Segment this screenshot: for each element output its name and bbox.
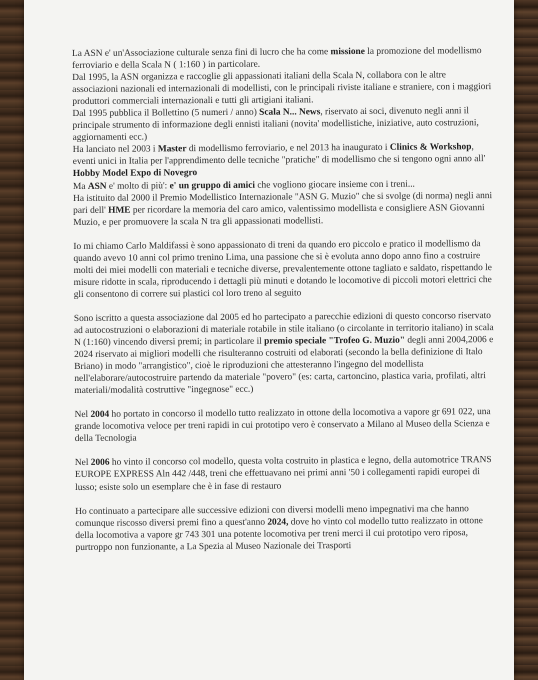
intro-history: Dal 1995, la ASN organizza e raccoglie gli appassionati italiani della Scala N, collabora con le altre associazioni nazionali ed internazionali di modellisti, con le principali riviste italiane e straniere, con i maggiori produttori commerciali internazionali e tutti gli artigiani italiani. bbox=[72, 70, 492, 108]
intro-award: Ha istituito dal 2000 il Premio Modellistico Internazionale "ASN G. Muzio" che si svolge (di norma) negli anni pari dell' HME per ricordare la memoria del caro amico, valentissimo modellista e consigliere ASN Giovanni Muzio, e per promuovere la scala N tra gli appassionati modellisti. bbox=[73, 190, 493, 228]
bulletin-name: Scala N... News bbox=[259, 107, 321, 118]
intro-friends: Ma ASN e' molto di più': e' un gruppo di amici che vogliono giocare insieme con i treni... bbox=[72, 179, 415, 192]
paragraph-2006: Nel 2006 ho vinto il concorso col modello, questa volta costruito in plastica e legno, della automotrice TRANS EUROPE EXPRESS Aln 442 /448, treni che effettuavano nei primi anni '50 i collegamenti rapidi europei di lusso; esiste solo un esemplare che è in fase di restauro bbox=[74, 455, 492, 493]
paper-sheet bbox=[24, 0, 514, 680]
paragraph-2024: Ho continuato a partecipare alle successive edizioni con diversi modelli meno impegnativi ma che hanno comunque riscosso diversi premi fino a quest'anno 2024, dove ho vinto col modello tutto realizzato in ottone della locomotiva a vapore gr 743 301 una potente locomotiva per treni merci il cui prototipo vero riposa, purtroppo non funzionante, a La Spezia al Museo Nazionale dei Trasporti bbox=[75, 503, 483, 553]
mission-bold: missione bbox=[330, 46, 365, 58]
wood-background-right bbox=[512, 0, 538, 680]
intro-master: Ha lanciato nel 2003 i Master di modellismo ferroviario, e nel 2013 ha inaugurato i Clinics & Workshop, eventi unici in Italia per l'apprendimento delle tecniche "pratiche" di modellismo che si tengono ogni anno all' Hobby Model Expo di Novegro bbox=[72, 142, 486, 180]
paragraph-2004: Nel 2004 ho portato in concorso il modello tutto realizzato in ottone della locomotiva a vapore gr 691 022, una grande locomotiva veloce per treni rapidi in cui prototipo vero è conservato a Milano al Museo della Scienza e della Tecnologia bbox=[74, 407, 491, 445]
intro-bulletin: Dal 1995 pubblica il Bollettino (5 numeri / anno) Scala N... News, riservato ai soci, divenuto negli anni il principale strumento di informazione degli ennisti italiani (novita' modellistiche, iniziative, auto costruzioni, aggiornamenti ecc.) bbox=[72, 106, 479, 144]
intro-mission: La ASN e' un'Associazione culturale senza fini di lucro che ha come missione la promozione del modellismo ferroviario e della Scala N ( 1:160 ) in particolare. bbox=[72, 46, 482, 72]
paragraph-membership: Sono iscritto a questa associazione dal 2005 ed ho partecipato a parecchie edizioni di questo concorso riservato ad autocostruzioni o elaborazioni di materiale rotabile in stile italiano (o circolante in territorio italiano) in scala N (1:160) vincendo diversi premi; in particolare il premio speciale "Trofeo G. Muzio" degli anni 2004,2006 e 2024 riservato ai migliori modelli che risulteranno costruiti od elaborati (secondo la bella definizione di Italo Briano) in modo "arrangistico", cioè le riproduzioni che attesteranno l'ingegno del modellista nell'elaborare/autocostruire partendo da materiale "povero" (es: carta, cartoncino, plastica varia, profilati, altri materiali/modalità costruttive "ingegnose" ecc.) bbox=[73, 311, 494, 397]
document-text bbox=[72, 45, 496, 554]
paragraph-author: Io mi chiamo Carlo Maldifassi è sono appassionato di treni da quando ero piccolo e pratico il modellismo da quando avevo 10 anni col primo trenino Lima, una passione che si è evoluta anno dopo anno fino a costruire molti dei miei modelli con materiali e tecniche diverse, prevalentemente ottone tagliato e saldato, rispettando le misure ridotte in scala, riproducendo i dettagli più minuti e dotando le locomotive di piccoli motori elettrici che gli consentono di correre sui plastici col loro treno al seguito bbox=[73, 238, 492, 300]
